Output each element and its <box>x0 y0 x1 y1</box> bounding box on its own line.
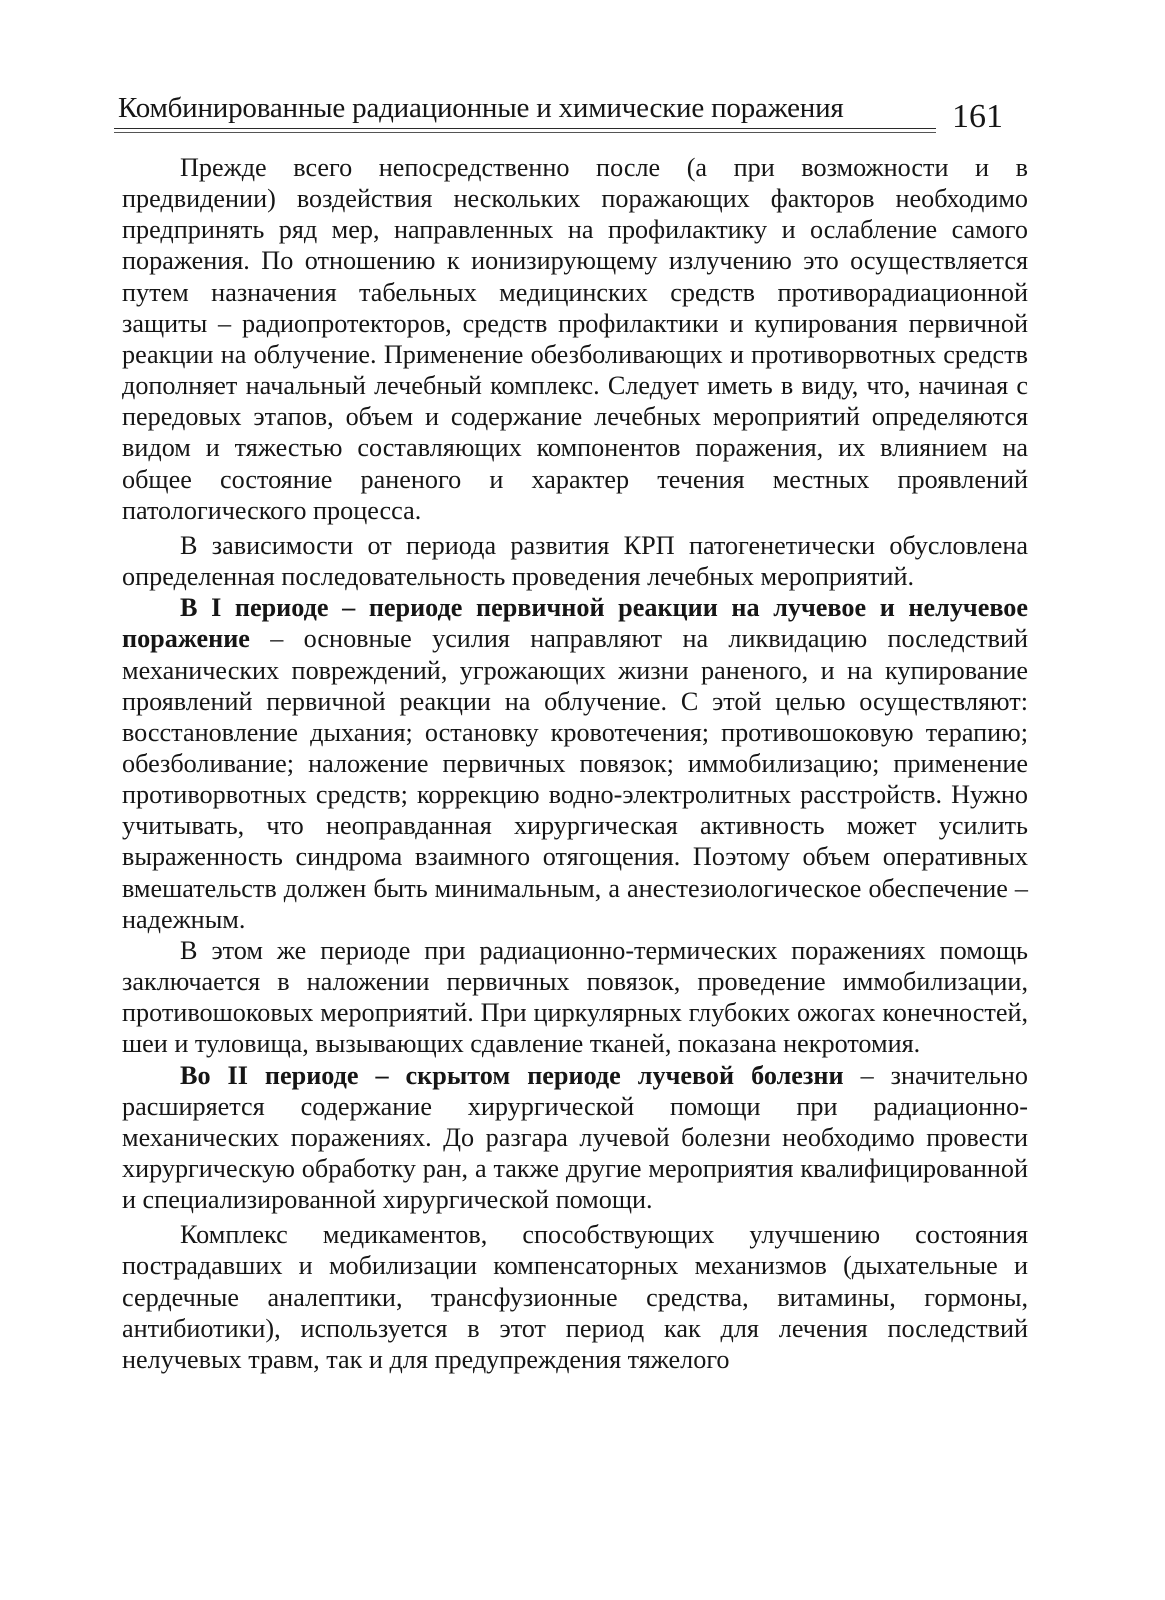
paragraph <box>122 530 1028 592</box>
paragraph <box>122 935 1028 1060</box>
paragraph-text: – основные усилия направляют на ликвидацию последствий механических повреждений, угрожающих жизни раненого, и на купирование проявлений первичной реакции на облучение. С этой целью осуществляют: восстановление дыхания; остановку кровотечения; противошоковую терапию; обезболивание; наложение первичных повязок; иммобилизацию; применение противорвотных средств; коррекцию водно-электролитных расстройств. Нужно учитывать, что неоправданная хирургическая активность может усилить выраженность синдрома взаимного отягощения. Поэтому объем оперативных вмешательств должен быть минимальным, а анестезиологическое обеспечение – надежным. <box>122 624 1028 934</box>
running-title: Комбинированные радиационные и химические поражения <box>118 92 844 124</box>
paragraph-text: В зависимости от периода развития КРП патогенетически обусловлена определенная последовательность проведения лечебных мероприятий. <box>122 530 1028 592</box>
paragraph-lead: Во II периоде – скрытом периоде лучевой болезни <box>180 1060 844 1090</box>
paragraph-text: Комплекс медикаментов, способствующих улучшению состояния пострадавших и мобилизации компенсаторных механизмов (дыхательные и сердечные аналептики, трансфузионные средства, витамины, гормоны, антибиотики), используется в этот период как для лечения последствий нелучевых травм, так и для предупреждения тяжелого <box>122 1220 1028 1374</box>
paragraph <box>122 592 1028 935</box>
header-rule-thin <box>114 132 936 133</box>
paragraph <box>122 1219 1028 1375</box>
paragraph-text: – значительно расширяется содержание хирургической помощи при радиационно-механических поражениях. До разгара лучевой болезни необходимо провести хирургическую обработку ран, а также другие мероприятия квалифицированной и специализированной хирургической помощи. <box>122 1060 1028 1215</box>
body-text <box>122 152 1028 1375</box>
paragraph-text: Прежде всего непосредственно после (а при возможности и в предвидении) воздействия нескольких поражающих факторов необходимо предпринять ряд мер, направленных на профилактику и ослабление самого поражения. По отношению к ионизирующему излучению это осуществляется путем назначения табельных медицинских средств противорадиационной защиты – радиопротекторов, средств профилактики и купирования первичной реакции на облучение. Применение обезболивающих и противорвотных средств дополняет начальный лечебный комплекс. Следует иметь в виду, что, начиная с передовых этапов, объем и содержание лечебных мероприятий определяются видом и тяжестью составляющих компонентов поражения, их влиянием на общее состояние раненого и характер течения местных проявлений патологического процесса. <box>122 153 1028 525</box>
paragraph <box>122 152 1028 526</box>
page-number: 161 <box>952 98 1003 135</box>
paragraph-text: В этом же периоде при радиационно-термических поражениях помощь заключается в наложении первичных повязок, проведение иммобилизации, противошоковых мероприятий. При циркулярных глубоких ожогах конечностей, шеи и туловища, вызывающих сдавление тканей, показана некротомия. <box>122 935 1028 1059</box>
paragraph-lead: В I периоде – периоде первичной реакции на лучевое и нелучевое поражение <box>122 593 1028 654</box>
paragraph <box>122 1060 1028 1216</box>
book-page <box>118 88 1028 1374</box>
header-rule <box>114 128 936 129</box>
running-header <box>118 88 1028 135</box>
